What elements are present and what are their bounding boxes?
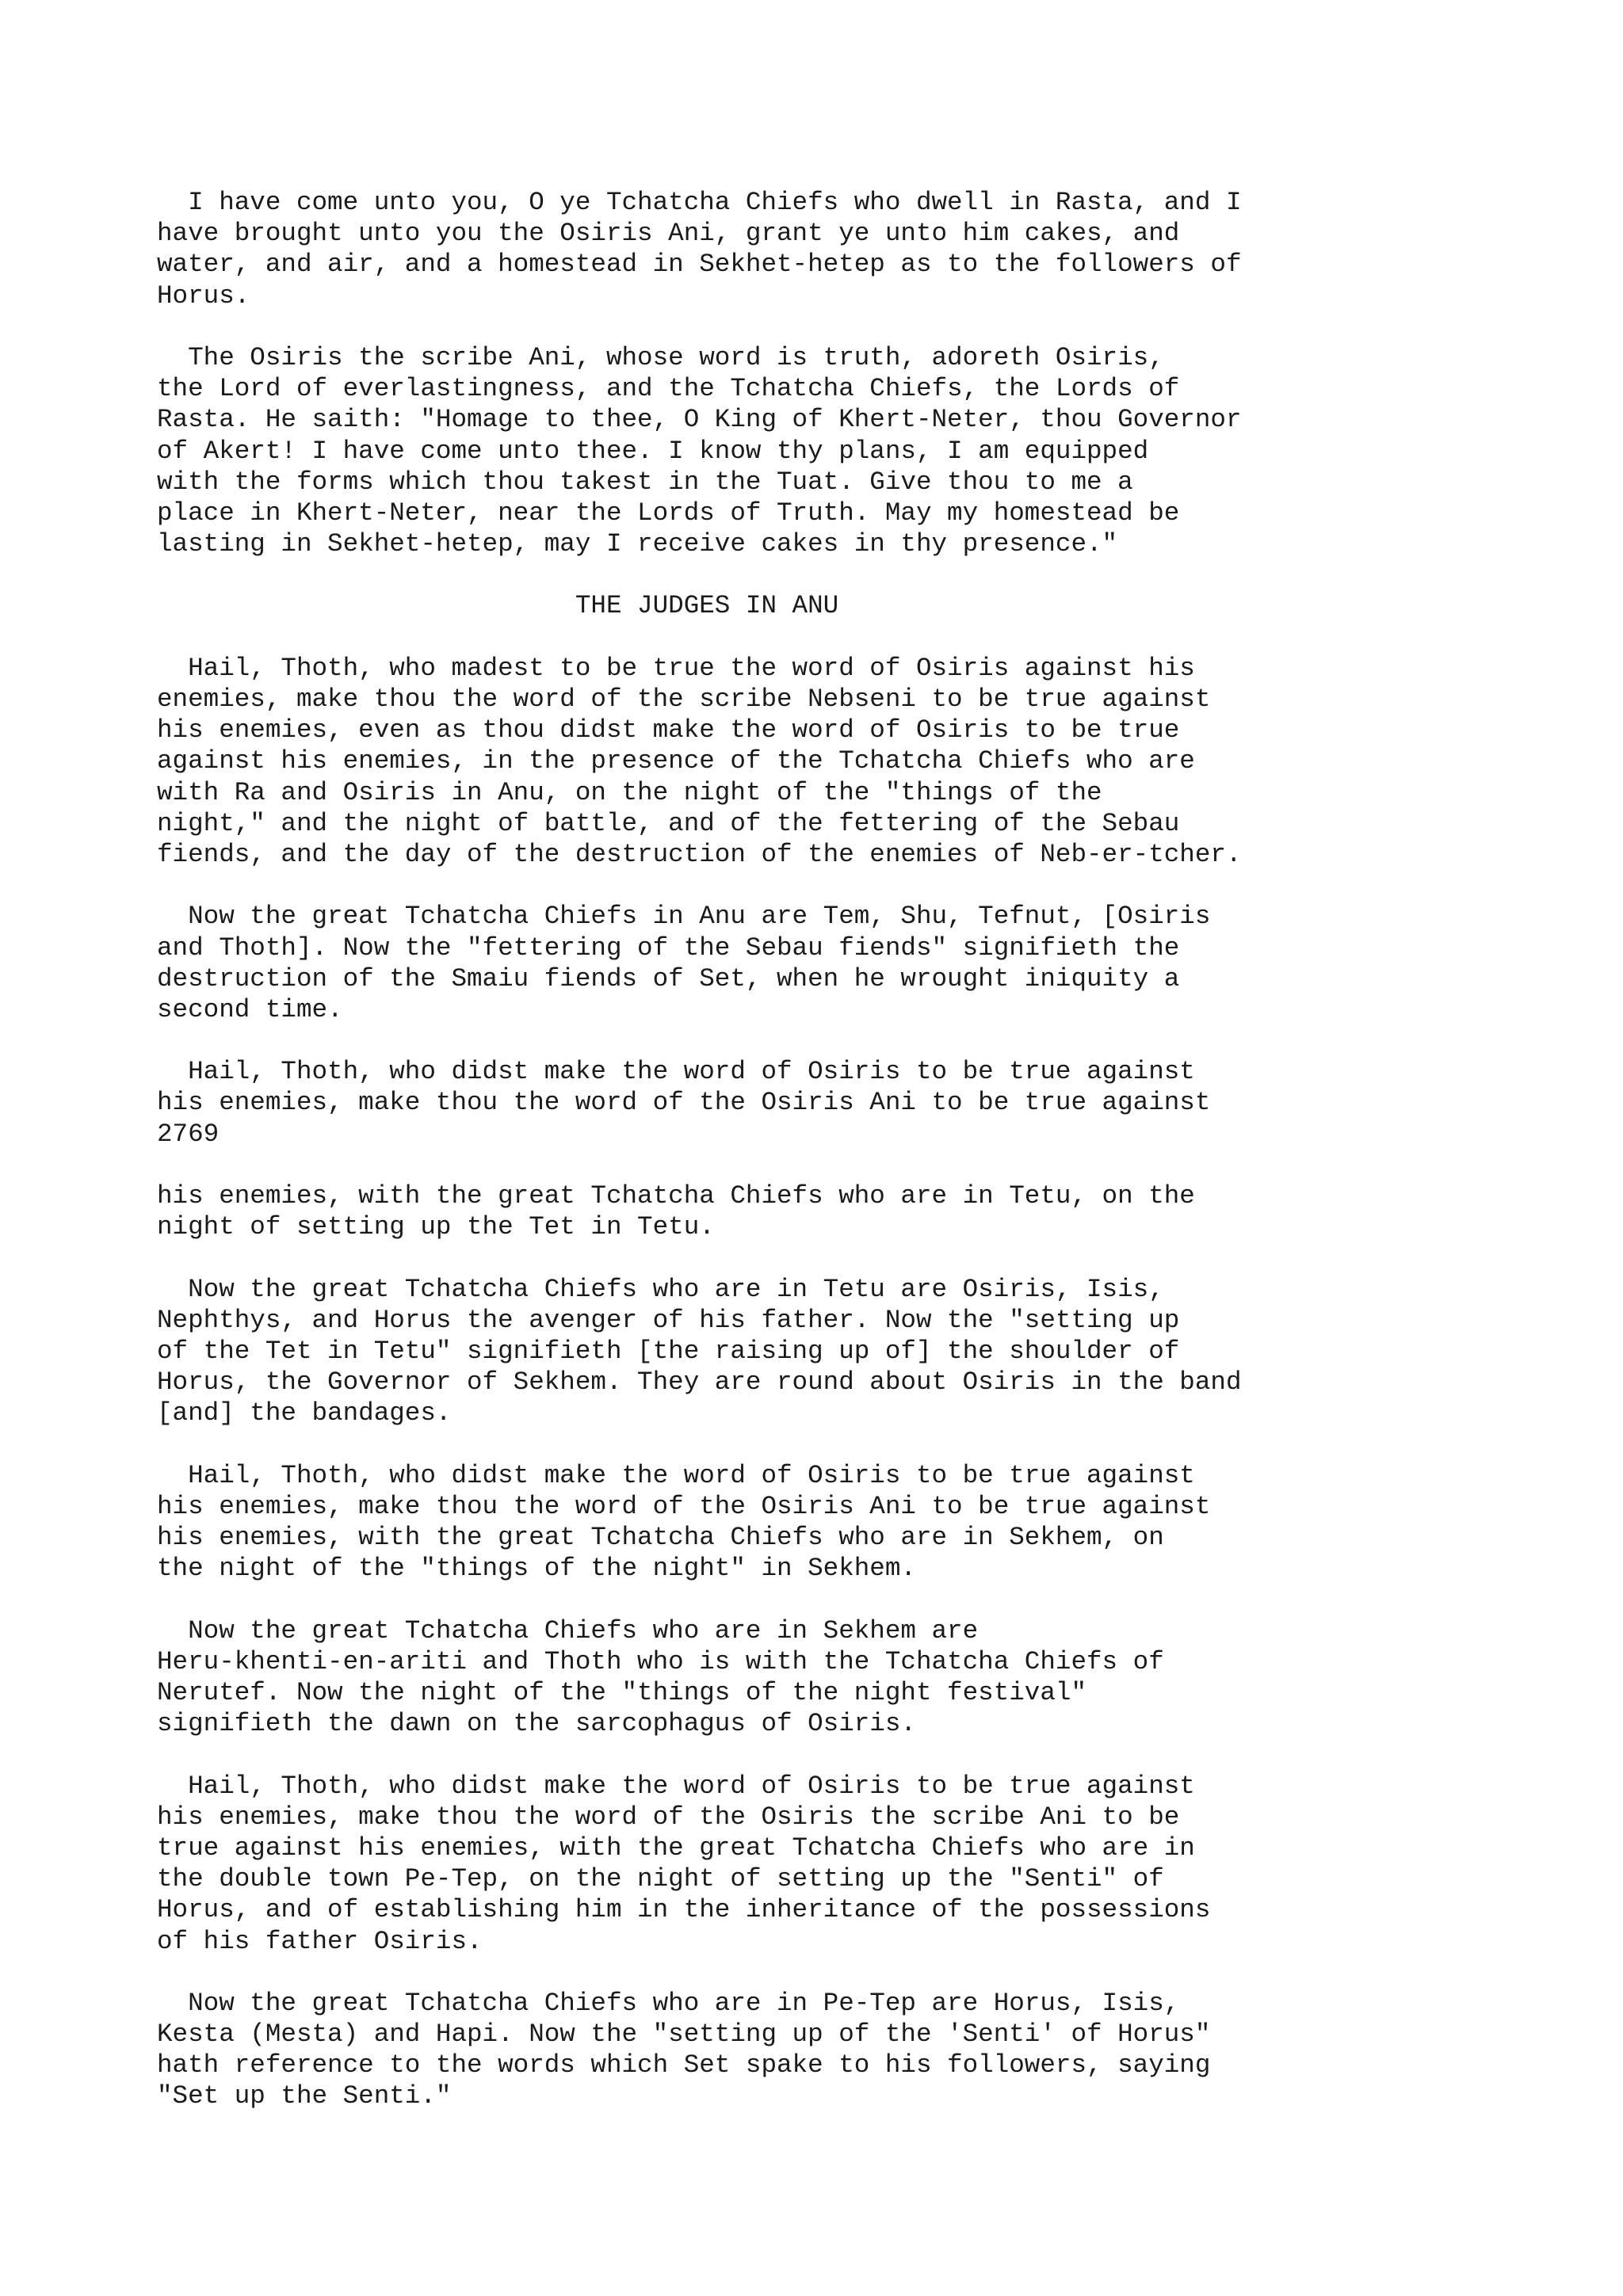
text-line: the Lord of everlastingness, and the Tchatcha Chiefs, the Lords of <box>157 374 1180 404</box>
text-line: Now the great Tchatcha Chiefs who are in Pe-Tep are Horus, Isis, <box>157 1988 1180 2018</box>
text-line: night of setting up the Tet in Tetu. <box>157 1212 715 1242</box>
blank-line <box>157 1739 1520 1770</box>
text-line: Nerutef. Now the night of the "things of the night festival" <box>157 1678 1087 1707</box>
blank-line <box>157 1957 1520 1988</box>
text-line: Hail, Thoth, who didst make the word of Osiris to be true against <box>157 1460 1195 1490</box>
text-line: [and] the bandages. <box>157 1398 452 1428</box>
text-line: his enemies, make thou the word of the Osiris the scribe Ani to be <box>157 1802 1180 1832</box>
text-line: night," and the night of battle, and of the fettering of the Sebau <box>157 808 1180 838</box>
text-line: have brought unto you the Osiris Ani, grant ye unto him cakes, and <box>157 219 1180 249</box>
blank-line <box>157 1150 1520 1180</box>
page-number: 2769 <box>157 1119 220 1149</box>
text-line: and Thoth]. Now the "fettering of the Sebau fiends" signifieth the <box>157 933 1180 963</box>
text-line: Kesta (Mesta) and Hapi. Now the "setting up of the 'Senti' of Horus" <box>157 2019 1211 2050</box>
text-line: Now the great Tchatcha Chiefs in Anu are Tem, Shu, Tefnut, [Osiris <box>157 902 1211 932</box>
blank-line <box>157 559 1520 590</box>
text-line: hath reference to the words which Set spake to his followers, saying <box>157 2050 1211 2081</box>
text-line: Hail, Thoth, who madest to be true the word of Osiris against his <box>157 653 1195 683</box>
text-line: enemies, make thou the word of the scribe Nebseni to be true against <box>157 685 1211 714</box>
text-line: Nephthys, and Horus the avenger of his father. Now the "setting up <box>157 1305 1180 1335</box>
text-line: destruction of the Smaiu fiends of Set, when he wrought iniquity a <box>157 963 1180 994</box>
text-line: second time. <box>157 994 343 1024</box>
text-line: Horus, and of establishing him in the inheritance of the possessions <box>157 1895 1211 1925</box>
blank-line <box>157 1242 1520 1273</box>
text-line: against his enemies, in the presence of the Tchatcha Chiefs who are <box>157 746 1195 776</box>
text-line: his enemies, with the great Tchatcha Chiefs who are in Sekhem, on <box>157 1523 1164 1553</box>
blank-line <box>157 622 1520 653</box>
text-line: Heru-khenti-en-ariti and Thoth who is with the Tchatcha Chiefs of <box>157 1646 1164 1676</box>
text-line: Now the great Tchatcha Chiefs who are in Tetu are Osiris, Isis, <box>157 1274 1164 1304</box>
text-line: his enemies, make thou the word of the Osiris Ani to be true against <box>157 1491 1211 1521</box>
blank-line <box>157 870 1520 901</box>
text-line: of his father Osiris. <box>157 1926 483 1956</box>
text-line: place in Khert-Neter, near the Lords of Truth. May my homestead be <box>157 498 1180 528</box>
text-line: water, and air, and a homestead in Sekhet-hetep as to the followers of <box>157 250 1242 280</box>
text-line: Horus. <box>157 280 250 311</box>
blank-line <box>157 1429 1520 1460</box>
text-line: Hail, Thoth, who didst make the word of Osiris to be true against <box>157 1771 1195 1801</box>
text-line: lasting in Sekhet-hetep, may I receive cakes in thy presence." <box>157 529 1118 559</box>
document-page <box>157 187 1520 2112</box>
text-line: Hail, Thoth, who didst make the word of Osiris to be true against <box>157 1057 1195 1087</box>
text-line: his enemies, make thou the word of the Osiris Ani to be true against <box>157 1088 1211 1118</box>
text-line: the night of the "things of the night" in Sekhem. <box>157 1554 916 1584</box>
text-line: "Set up the Senti." <box>157 2081 452 2111</box>
text-line: true against his enemies, with the great Tchatcha Chiefs who are in <box>157 1833 1195 1863</box>
text-line: Horus, the Governor of Sekhem. They are round about Osiris in the band <box>157 1367 1242 1398</box>
blank-line <box>157 1025 1520 1056</box>
text-line: his enemies, even as thou didst make the word of Osiris to be true <box>157 715 1180 746</box>
text-line: The Osiris the scribe Ani, whose word is truth, adoreth Osiris, <box>157 342 1164 372</box>
blank-line <box>157 1584 1520 1615</box>
text-line: of the Tet in Tetu" signifieth [the raising up of] the shoulder of <box>157 1336 1180 1366</box>
text-line: Now the great Tchatcha Chiefs who are in Sekhem are <box>157 1615 979 1646</box>
text-line: the double town Pe-Tep, on the night of setting up the "Senti" of <box>157 1864 1164 1894</box>
text-line: with the forms which thou takest in the Tuat. Give thou to me a <box>157 467 1133 497</box>
text-line: with Ra and Osiris in Anu, on the night of the "things of the <box>157 777 1102 807</box>
text-line: Rasta. He saith: "Homage to thee, O King of Khert-Neter, thou Governor <box>157 405 1242 435</box>
section-heading: THE JUDGES IN ANU <box>157 591 839 621</box>
text-line: his enemies, with the great Tchatcha Chiefs who are in Tetu, on the <box>157 1181 1195 1211</box>
blank-line <box>157 311 1520 342</box>
text-line: signifieth the dawn on the sarcophagus of Osiris. <box>157 1709 916 1739</box>
text-line: I have come unto you, O ye Tchatcha Chiefs who dwell in Rasta, and I <box>157 188 1242 217</box>
text-line: fiends, and the day of the destruction of the enemies of Neb-er-tcher. <box>157 839 1242 869</box>
text-line: of Akert! I have come unto thee. I know thy plans, I am equipped <box>157 436 1149 466</box>
